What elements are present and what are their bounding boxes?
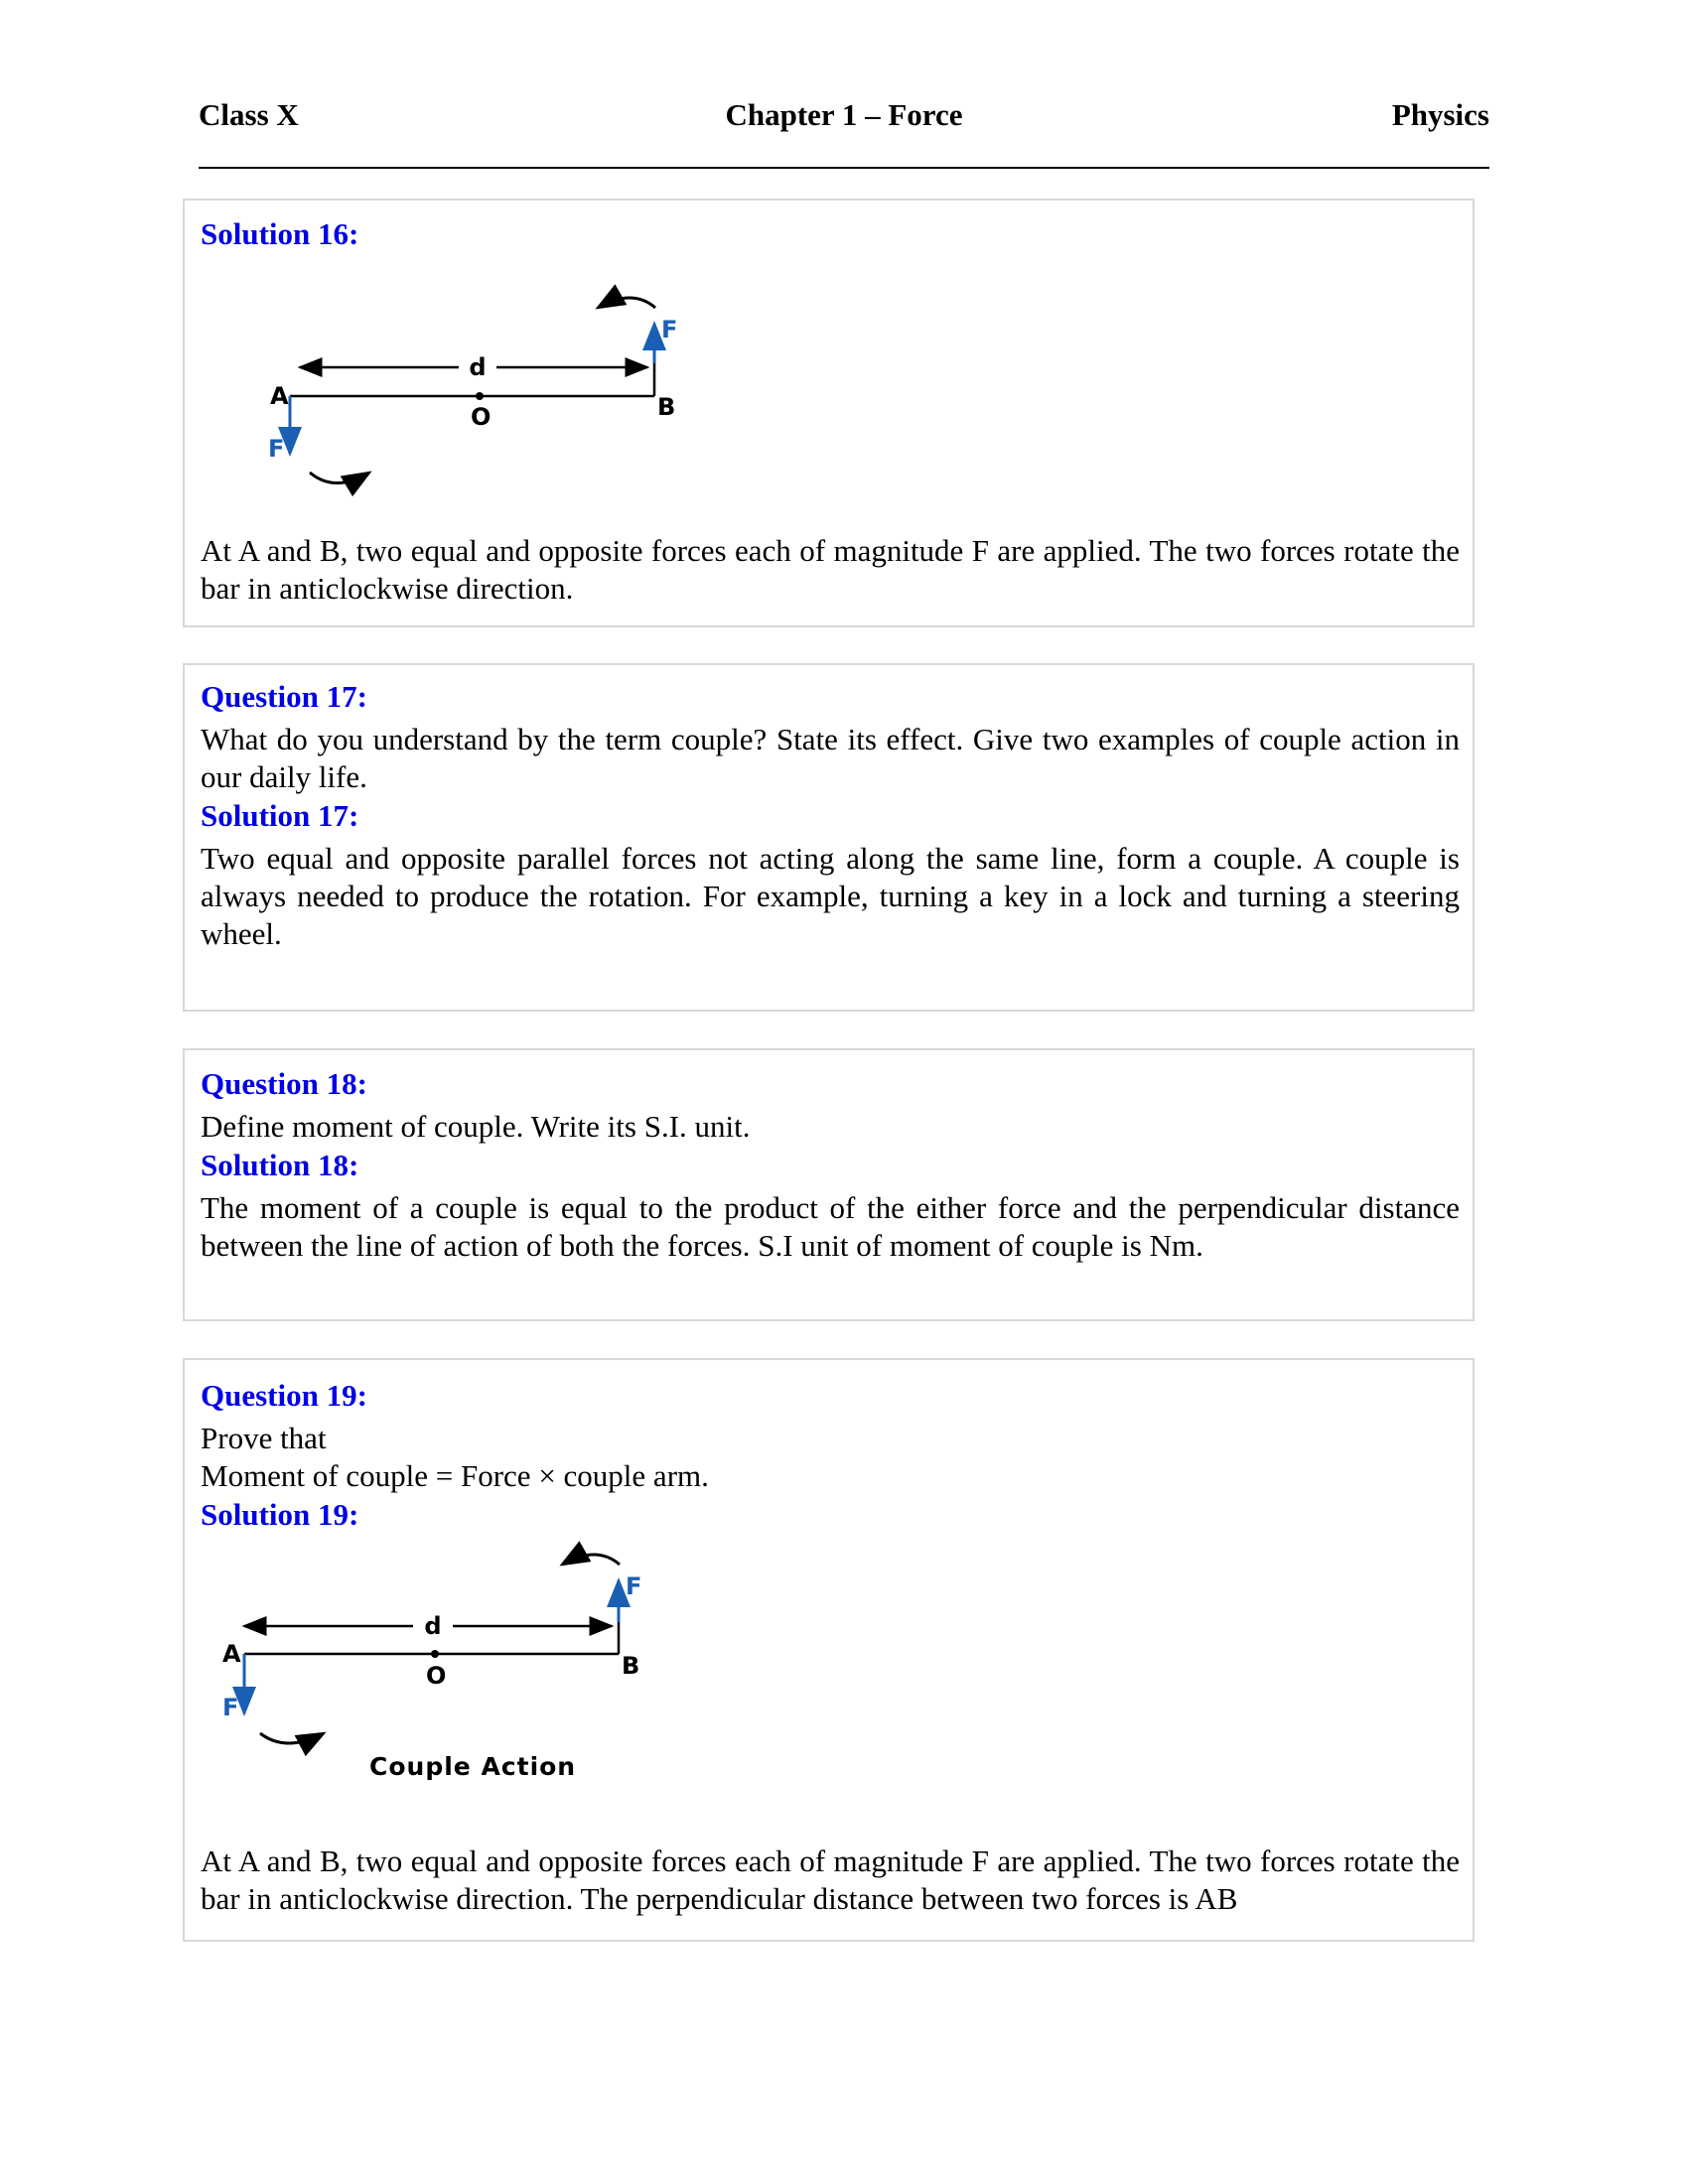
label-f-top: F <box>626 1572 642 1600</box>
rotation-arrow-bottom <box>310 473 369 483</box>
pivot-point <box>431 1650 439 1658</box>
header-class: Class X <box>199 97 299 132</box>
question-18-box <box>183 1048 1475 1321</box>
solution-18-heading: Solution 18: <box>201 1148 359 1182</box>
rotation-arrow-bottom <box>260 1733 324 1743</box>
label-f-bottom: F <box>268 435 285 463</box>
solution-17-text: Two equal and opposite parallel forces not acting along the same line, form a couple. A couple is always needed to produce the rotation. For example, turning a key in a lock and turning a steering wheel. <box>201 841 1460 951</box>
solution-19-text: At A and B, two equal and opposite forces each of magnitude F are applied. The two forces rotate the bar in anticlockwise direction. The perpendicular distance between two forces is AB <box>201 1843 1460 1916</box>
label-d: d <box>424 1612 442 1640</box>
label-o: O <box>471 403 492 431</box>
solution-16-box <box>183 199 1475 627</box>
couple-diagram-16 <box>260 280 1015 518</box>
question-19-line-1: Prove that <box>201 1421 327 1455</box>
rotation-arrow-top <box>598 298 655 308</box>
question-17-text: What do you understand by the term couple? State its effect. Give two examples of couple action in our daily life. <box>201 722 1460 794</box>
label-f-bottom: F <box>222 1694 239 1721</box>
label-o: O <box>426 1662 447 1690</box>
question-18-heading: Question 18: <box>201 1066 367 1101</box>
diagram-caption: Couple Action <box>369 1752 577 1781</box>
couple-diagram-19 <box>214 1537 969 1785</box>
page-header <box>199 97 1489 141</box>
question-18-text: Define moment of couple. Write its S.I. unit. <box>201 1109 751 1144</box>
header-subject: Physics <box>1391 97 1489 132</box>
header-chapter: Chapter 1 – Force <box>725 97 963 132</box>
label-a: A <box>222 1640 241 1668</box>
question-19-heading: Question 19: <box>201 1378 367 1413</box>
label-f-top: F <box>661 316 678 343</box>
rotation-arrow-top <box>562 1555 620 1565</box>
header-divider <box>199 167 1489 169</box>
solution-16-text: At A and B, two equal and opposite forces each of magnitude F are applied. The two forces rotate the bar in anticlockwise direction. <box>201 533 1460 606</box>
solution-19-heading: Solution 19: <box>201 1497 359 1532</box>
question-17-box <box>183 663 1475 1012</box>
question-17-heading: Question 17: <box>201 679 367 714</box>
label-b: B <box>622 1652 640 1680</box>
label-a: A <box>270 382 289 410</box>
solution-17-heading: Solution 17: <box>201 798 359 833</box>
solution-16-heading: Solution 16: <box>201 216 359 251</box>
question-19-line-2: Moment of couple = Force × couple arm. <box>201 1458 709 1493</box>
solution-18-text: The moment of a couple is equal to the product of the either force and the perpendicular distance between the line of action of both the forces. S.I unit of moment of couple is Nm. <box>201 1190 1460 1263</box>
pivot-point <box>476 392 484 400</box>
question-19-box <box>183 1358 1475 1942</box>
label-b: B <box>657 393 676 421</box>
label-d: d <box>469 353 487 381</box>
